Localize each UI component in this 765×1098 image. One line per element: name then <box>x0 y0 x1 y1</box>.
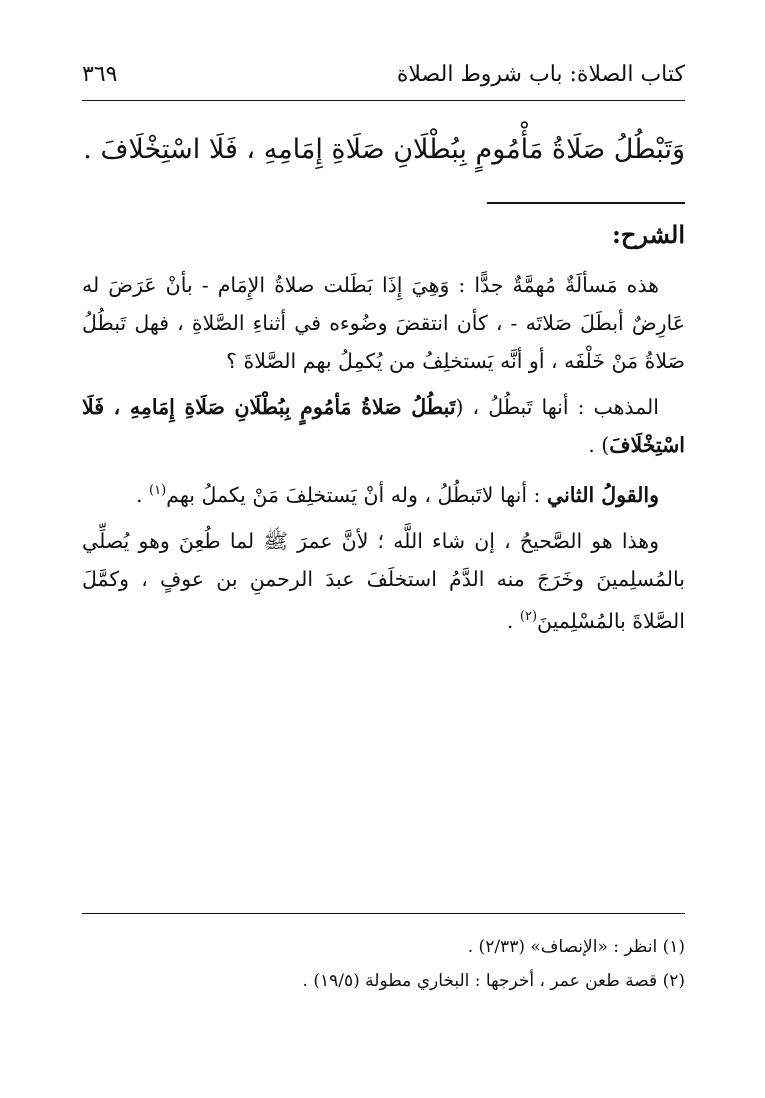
footnote-ref-2[interactable]: (٢) <box>519 608 538 624</box>
matn-text: وَتَبْطُلُ صَلَاةُ مَأْمُومٍ بِبُطْلَانِ صَلَاةِ إِمَامِهِ ، فَلَا اسْتِخْلَافَ . <box>83 134 685 165</box>
paragraph-second-opinion <box>82 472 685 514</box>
footnote-divider <box>82 913 685 914</box>
paragraph-end: . <box>506 608 520 633</box>
page-number: ٣٦٩ <box>82 62 118 87</box>
paragraph-lead: المذهب : أنها تَبطُلُ ، ( <box>455 395 659 419</box>
paragraph-text: وهذا هو الصَّحيحُ ، إن شاء اللَّه ؛ لأنَّ عمرَ ﷺ لما طُعِنَ وهو يُصلِّي بالمُسلِمينَ وخَرَجَ منه الدَّمُ استخلَفَ عبدَ الرحمنِ بن عوفٍ ، وكمَّلَ الصَّلاةَ بالمُسْلِمينَ <box>82 528 685 633</box>
footnote-ref-1[interactable]: (١) <box>149 483 167 498</box>
header-title: كتاب الصلاة: باب شروط الصلاة <box>396 62 685 87</box>
paragraph-text: : أنها لاتَبطُلُ ، وله أنْ يَستخلِفَ مَنْ يكملُ بهم <box>166 482 541 507</box>
commentary-body <box>82 266 685 648</box>
header-divider <box>82 100 685 101</box>
matn-divider <box>487 202 685 204</box>
sharh-heading: الشرح: <box>612 220 685 249</box>
opinion-label: والقولُ الثاني <box>547 482 659 507</box>
paragraph-end: . <box>135 482 150 507</box>
footnotes <box>82 930 685 998</box>
paragraph-text: هذه مَسألَةٌ مُهمَّةٌ جدًّا : وَهِيَ إِذَا بَطَلت صلاةُ الإِمَام - بأنْ عَرَضَ له عَارِضٌ أبطَلَ صَلاتَه - ، كأن انتقضَ وضُوءه في أثناءِ الصَّلاةِ ، فهل تَبطُلُ صَلاةُ مَنْ خَلْفَه ، أو أنَّه يَستخلِفُ من يُكمِلُ بهم الصَّلاةَ ؟ <box>82 273 685 373</box>
paragraph-question <box>82 266 685 380</box>
paragraph-madhhab <box>82 388 685 464</box>
running-header <box>82 62 685 98</box>
paragraph-preferred <box>82 522 685 640</box>
paragraph-tail: ) . <box>588 433 610 457</box>
quoted-matn: تَبطُلُ صَلاةُ مَأمُومٍ بِبُطْلَانِ صَلَاةِ إِمَامِهِ ، فَلَا اسْتِخْلَافَ <box>82 395 685 457</box>
footnote-2: (٢) قصة طعن عمر ، أخرجها : البخاري مطولة (١٩/٥) . <box>302 971 685 991</box>
footnote-1: (١) انظر : «الإنصاف» (٢/٣٣) . <box>467 937 685 957</box>
